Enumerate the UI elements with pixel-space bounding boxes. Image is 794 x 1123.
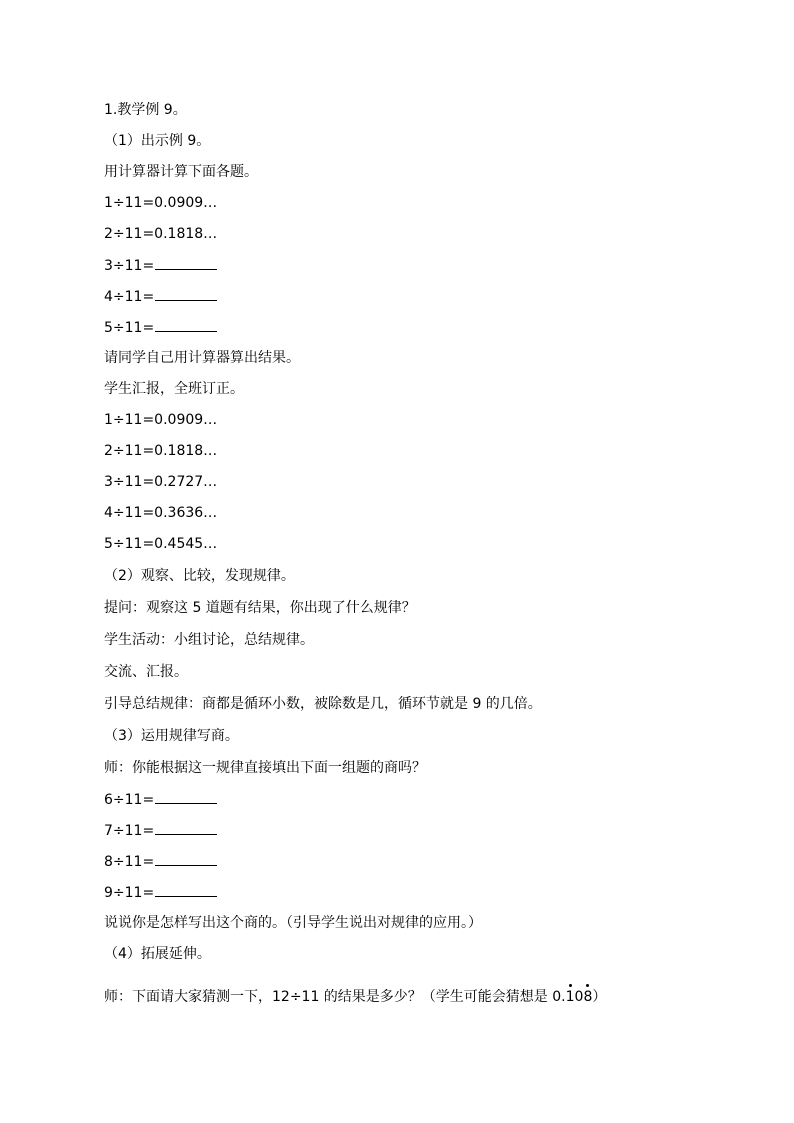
subsection-heading: （3）运用规律写商。	[104, 728, 239, 744]
equation: 4÷11=0.3636…	[104, 505, 218, 521]
paragraph-text: 师：下面请大家猜测一下，12÷11 的结果是多少？（学生可能会猜想是 0.	[104, 989, 566, 1005]
answer-blank	[155, 286, 217, 301]
equation: 5÷11=0.4545…	[104, 536, 218, 552]
repeating-digit: 0	[574, 989, 584, 1005]
equation-text: 9÷11=	[104, 885, 155, 901]
equation: 2÷11=0.1818…	[104, 443, 218, 459]
repeating-digit-dotted: 8	[583, 989, 593, 1005]
answer-blank	[155, 820, 217, 835]
fill-in-equation	[104, 882, 217, 903]
answer-blank	[155, 255, 217, 270]
answer-blank	[155, 882, 217, 897]
fill-in-equation	[104, 255, 217, 276]
paragraph: 提问：观察这 5 道题有结果，你出现了什么规律？	[104, 600, 416, 616]
paragraph-with-repeating-decimal	[104, 987, 606, 1007]
equation-text: 5÷11=	[104, 320, 155, 336]
answer-blank	[155, 851, 217, 866]
fill-in-equation	[104, 317, 217, 338]
paragraph-text-end: ）	[592, 989, 607, 1005]
section-heading: 1.教学例 9。	[104, 102, 187, 118]
paragraph: 师：你能根据这一规律直接填出下面一组题的商吗？	[104, 760, 426, 776]
fill-in-equation	[104, 851, 217, 872]
paragraph: 学生汇报，全班订正。	[104, 381, 244, 397]
paragraph: 交流、汇报。	[104, 664, 188, 680]
equation-text: 6÷11=	[104, 792, 155, 808]
answer-blank	[155, 789, 217, 804]
equation-text: 8÷11=	[104, 854, 155, 870]
answer-blank	[155, 317, 217, 332]
fill-in-equation	[104, 286, 217, 307]
fill-in-equation	[104, 820, 217, 841]
equation: 2÷11=0.1818…	[104, 226, 218, 242]
repeating-digit-dotted: 1	[565, 989, 575, 1005]
subsection-heading: （2）观察、比较，发现规律。	[104, 568, 295, 584]
subsection-heading: （4）拓展延伸。	[104, 946, 211, 962]
paragraph: 请同学自己用计算器算出结果。	[104, 350, 300, 366]
subsection-heading: （1）出示例 9。	[104, 133, 211, 149]
equation: 1÷11=0.0909…	[104, 195, 218, 211]
paragraph: 引导总结规律：商都是循环小数，被除数是几，循环节就是 9 的几倍。	[104, 696, 542, 712]
fill-in-equation	[104, 789, 217, 810]
paragraph: 用计算器计算下面各题。	[104, 164, 258, 180]
equation: 3÷11=0.2727…	[104, 474, 218, 490]
equation: 1÷11=0.0909…	[104, 412, 218, 428]
equation-text: 3÷11=	[104, 258, 155, 274]
paragraph: 说说你是怎样写出这个商的。（引导学生说出对规律的应用。）	[104, 915, 482, 931]
paragraph: 学生活动：小组讨论，总结规律。	[104, 632, 314, 648]
equation-text: 7÷11=	[104, 823, 155, 839]
equation-text: 4÷11=	[104, 289, 155, 305]
